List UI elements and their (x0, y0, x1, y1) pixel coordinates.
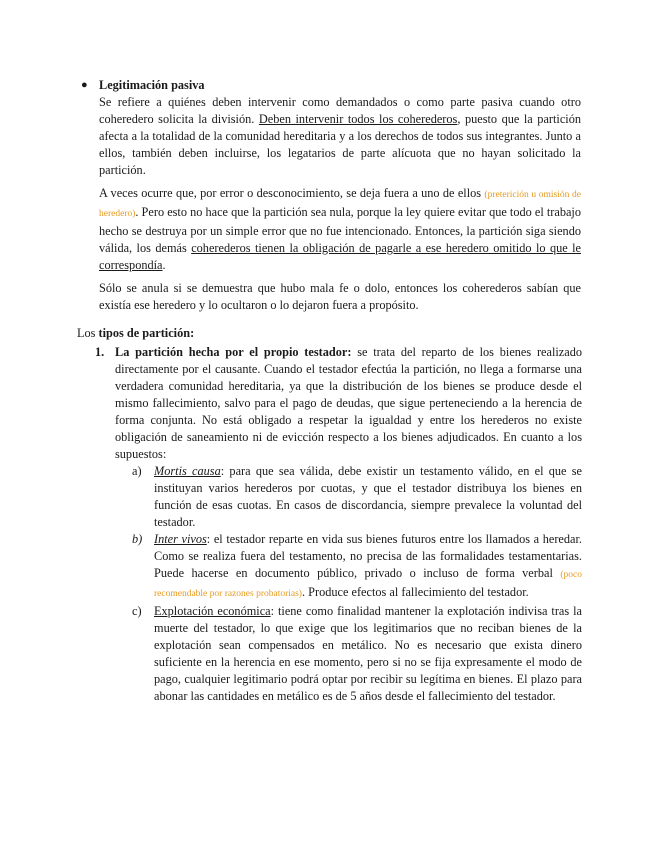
orange-note: (poco recomendable por razones probatorias) (154, 570, 582, 599)
item-title: La partición hecha por el propio testador: (115, 345, 352, 359)
orange-note: (preterición u omisión de heredero) (99, 190, 581, 219)
sub-label: c) (132, 604, 142, 618)
sub-term: Explotación económica (154, 604, 271, 618)
legitimacion-section (81, 77, 581, 320)
sub-label: a) (132, 464, 142, 478)
paragraph-1: Se refiere a quiénes deben intervenir como demandados o como parte pasiva cuando otro coheredero solicita la división. Deben intervenir todos los coherederos, puesto que la partición afecta a la totalidad de la comunidad hereditaria y a los derechos de todos sus integrantes. Junto a ellos, también deben incluirse, los legatarios de parte alícuota que no hayan solicitado la partición. (99, 95, 581, 177)
sub-item-c: c) Explotación económica: tiene como finalidad mantener la explotación indivisa tras la muerte del testador, lo que exige que los legitimarios que no reciban bienes de la explotación sean compensados en metálico. No es necesario que exista dinero suficiente en la herencia en ese momento, pero si no se fija expresamente el modo de pago, cualquier legitimario podrá optar por recibir su legítima en bienes. El plazo para abonar las cantidades en metálico es de 5 años desde el fallecimiento del testador. (132, 604, 582, 703)
underlined-text: coherederos tienen la obligación de pagarle a ese heredero omitido lo que le correspondía (99, 241, 582, 272)
sub-term: Mortis causa (154, 464, 221, 478)
section-heading (81, 77, 581, 94)
sub-item-a: a) Mortis causa: para que sea válida, debe existir un testamento válido, en el que se instituyan varios herederos por cuotas, y que el testador distribuya los bienes en función de esas cuotas. En casos de discordancia, siempre prevalece la voluntad del testador. (132, 464, 582, 529)
section-title: Legitimación pasiva (99, 78, 205, 92)
item-number: 1. (95, 345, 105, 359)
sub-label: b) (132, 532, 143, 546)
paragraph-2: A veces ocurre que, por error o desconocimiento, se deja fuera a uno de ellos (preterición u omisión de heredero). Pero esto no hace que la partición sea nula, porque la ley quiere evitar que todo el trabajo hecho se destruya por un simple error que no fue intencionado. Entonces, la partición siga siendo válida, los demás coherederos tienen la obligación de pagarle a ese heredero omitido lo que le correspondía. (99, 186, 582, 272)
underlined-text: Deben intervenir todos los coherederos (258, 112, 458, 126)
tipos-heading: Los tipos de partición: (77, 326, 195, 340)
sub-item-b: b) Inter vivos: el testador reparte en vida sus bienes futuros entre los llamados a heredar. Como se realiza fuera del testamento, no precisa de las formalidades testamentarias. Puede hacerse en documento público, privado o incluso de forma verbal (poco recomendable por razones probatorias). Produce efectos al fallecimiento del testador. (132, 532, 582, 599)
bullet-icon: ● (81, 79, 88, 91)
list-item-1: 1. La partición hecha por el propio testador: se trata del reparto de los bienes realizado directamente por el causante. Cuando el testador efectúa la partición, no llega a formarse una verdadera comunidad hereditaria, ya que la distribución de los bienes se produce desde el mismo fallecimiento, salvo para el pago de deudas, que sigue perteneciendo a la herencia de forma conjunta. No está obligado a respetar la igualdad y entre los herederos no existe obligación de saneamiento ni de evicción respecto a los bienes adjudicados. En cuanto a los supuestos: (95, 345, 582, 461)
paragraph-3: Sólo se anula si se demuestra que hubo mala fe o dolo, entonces los coherederos sabían que existía ese heredero y lo ocultaron o lo dejaron fuera a propósito. (99, 281, 581, 312)
tipos-section (77, 325, 582, 705)
sub-term: Inter vivos (154, 532, 207, 546)
